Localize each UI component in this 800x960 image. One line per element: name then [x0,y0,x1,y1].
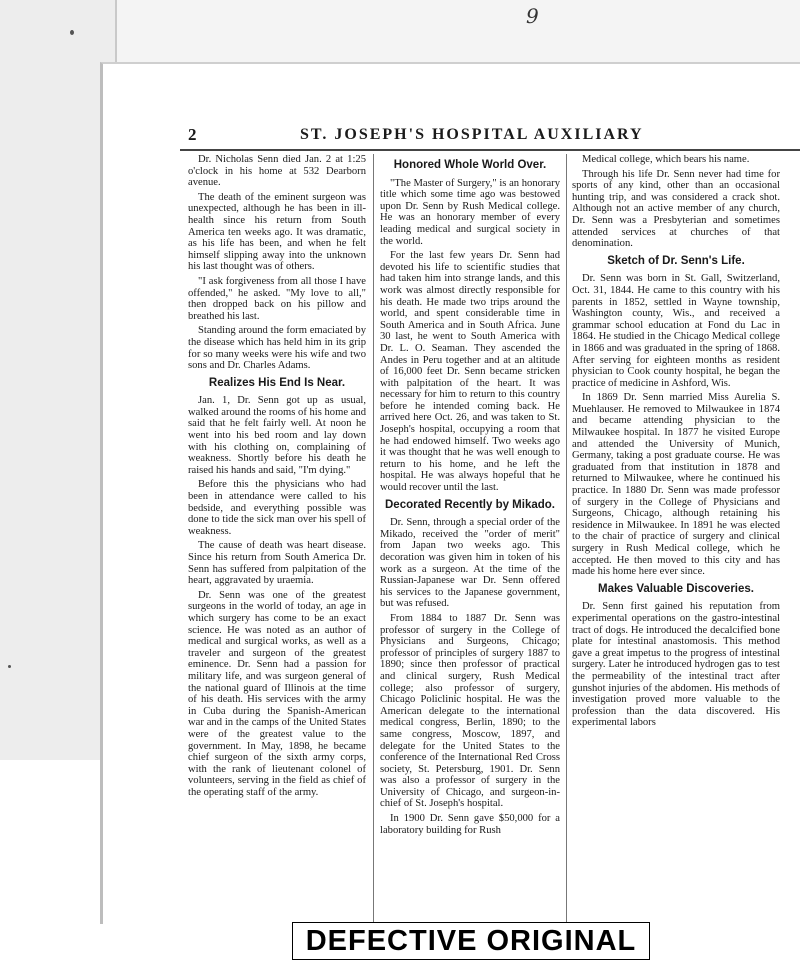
article-column-1 [188,154,366,934]
page-number: 2 [188,125,197,144]
article-paragraph: Dr. Senn first gained his reputation from experimental operations on the gastro-intestinal tract of dogs. He introduced the decalcified bone plate for intestinal anastomosis. This method gave a great impetus to the progress of intestinal surgery. Later he introduced hydrogen gas to test the permeability of the intestinal tract after gunshot injuries of the abdomen. His methods of investigation proved more valuable to the profession than the data discovered. His experimental labors [572,601,780,729]
publication-title: ST. JOSEPH'S HOSPITAL AUXILIARY [300,126,644,143]
scan-speck [8,665,11,668]
article-column-2 [380,154,560,934]
article-paragraph: Through his life Dr. Senn never had time for sports of any kind, other than an occasional hunting trip, and was considered a crack shot. Although not an active member of any church, Dr. Senn was a Presbyterian and sometimes attended services at churches of that denomination. [572,168,780,250]
article-paragraph: The death of the eminent surgeon was unexpected, although he has been in ill-health since his return from South America ten weeks ago. It was dramatic, as his life has been, and when he felt himself slipping away into the unknown his last thought was of others. [188,191,366,273]
article-column-3 [572,154,780,934]
page-header [180,125,800,151]
scan-background [0,0,800,62]
document-page [180,120,800,940]
article-paragraph: Medical college, which bears his name. [582,154,750,165]
article-paragraph: From 1884 to 1887 Dr. Senn was professor of surgery in the College of Physicians and Surgeons, Chicago; professor of principles of surgery 1887 to 1890; since then professor of practical and clinical surgery, Rush Medical college; also professor of surgery, Chicago Policlinic hospital. He was the American delegate to the international medical congress, Berlin, 1890; to the same congress, Moscow, 1897, and delegate for the United States to the conference of the International Red Cross society, St. Petersburg, 1901. Dr. Senn was also a professor of surgery in the University of Chicago, and surgeon-in-chief of St. Joseph's hospital. [380,612,560,810]
article-paragraph: In 1900 Dr. Senn gave $50,000 for a laboratory building for Rush [380,813,560,836]
column-divider [373,154,374,926]
article-paragraph: Dr. Nicholas Senn died Jan. 2 at 1:25 o'clock in his home at 532 Dearborn avenue. [188,154,366,189]
article-paragraph: In 1869 Dr. Senn married Miss Aurelia S. Muehlauser. He removed to Milwaukee in 1874 and became attending physician to the Milwaukee hospital. In 1877 he visited Europe and attended the University of Munich, Germany, taking a post graduate course. He was graduated from that institution in 1878 and returned to Milwaukee, where he continued his practice. In 1880 Dr. Senn was made professor of surgery in the College of Physicians and Surgeons, Chicago, although retaining his residence in Milwaukee. In 1891 he was elected to the chair of practice of surgery and clinical surgery in Rush Medical college, which he accepted. He then moved to this city and has made his home here ever since. [572,392,780,578]
defective-original-stamp: DEFECTIVE ORIGINAL [292,922,650,960]
section-heading: Makes Valuable Discoveries. [598,582,754,595]
handwritten-page-number: 9 [526,4,539,28]
article-paragraph: Dr. Senn was born in St. Gall, Switzerland, Oct. 31, 1844. He came to this country with his parents in 1852, settled in Wayne township, Washington county, Wis., and received a grammar school education at Fond du Lac in 1864. He studied in the Chicago Medical college in 1866 and was graduated in the spring of 1868. After serving for eighteen months as resident physician to Cook county hospital, he began the practice of medicine in Ashford, Wis. [572,273,780,389]
article-paragraph: Dr. Senn was one of the greatest surgeons in the world of today, an age in which surgery has come to be an exact science. He was noted as an author of medical and surgical works, as well as a traveler and surgeon of the greatest eminence. Dr. Senn had a passion for military life, and was surgeon general of the national guard of Illinois at the time of his death. His services with the army in Cuba during the Spanish-American war and in the camps of the United States were of the greatest value to the government. In May, 1898, he became chief surgeon of the sixth army corps, with the rank of lieutenant colonel of volunteers, serving in the field as chief of the operating staff of the army. [188,589,366,798]
section-heading: Sketch of Dr. Senn's Life. [607,254,745,267]
section-heading: Honored Whole World Over. [393,159,547,171]
article-paragraph: Jan. 1, Dr. Senn got up as usual, walked around the rooms of his home and said that he felt fairly well. At noon he went into his bed room and lay down with his clothing on, complaining of weakness. Shortly before his death he raised his hands and said, "I'm dying." [188,395,366,476]
column-divider [566,154,567,926]
article-paragraph: The cause of death was heart disease. Since his return from South America Dr. Senn has suffered from palpitation of the heart, aggravated by uraemia. [188,540,366,587]
section-heading: Decorated Recently by Mikado. [385,498,555,511]
article-paragraph: For the last few years Dr. Senn had devoted his life to scientific studies that had taken him into strange lands, and this work was almost directly responsible for his death. He made two trips around the world, and spent considerable time in South America and in South Africa. June 30 last, he went to South America with Dr. L. O. Seaman. They ascended the Andes in Peru together and at an altitude of 16,000 feet Dr. Senn became stricken with palpitation of the heart. It was necessary for him to return to this country before he intended coming back. He arrived here Oct. 26, and was taken to St. Joseph's hospital, occupying a room that he had endowed himself. Two weeks ago it was thought that he was well enough to return to his home, and he left the hospital. He was always hopeful that he would recover until the last. [380,250,560,494]
section-heading: Realizes His End Is Near. [208,376,346,389]
article-paragraph: "I ask forgiveness from all those I have offended," he asked. "My love to all," then dropped back on his pillow and breathed his last. [188,275,366,322]
article-paragraph: Dr. Senn, through a special order of the Mikado, received the "order of merit" from Japan two weeks ago. This decoration was given him in token of his work as a surgeon. At the time of the Russian-Japanese war Dr. Senn offered his services to the Japanese government, but was refused. [380,517,560,610]
article-paragraph: "The Master of Surgery," is an honorary title which some time ago was bestowed upon Dr. Senn by Rush Medical college. He was an honorary member of every leading medical and surgical society in the world. [380,177,560,247]
scan-speck [70,30,74,35]
article-paragraph: Standing around the form emaciated by the disease which has held him in its grip for so many weeks were his wife and two sons and Dr. Charles Adams. [188,325,366,372]
article-paragraph: Before this the physicians who had been in attendance were called to his bedside, and everything possible was done to tide the sick man over his spell of weakness. [188,479,366,537]
